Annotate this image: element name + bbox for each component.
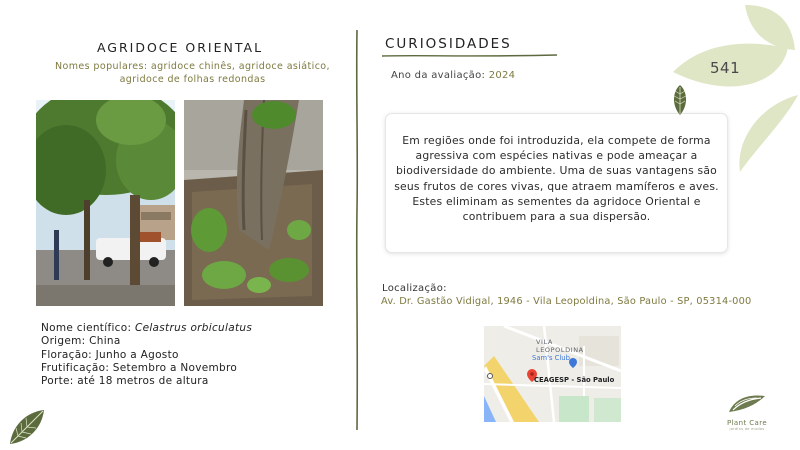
plant-care-logo-icon (727, 392, 767, 414)
evaluation-year (391, 70, 515, 81)
size-line: Porte: até 18 metros de altura (41, 375, 209, 388)
fruiting-line: Frutificação: Setembro a Novembro (41, 361, 238, 374)
leaf-icon (670, 84, 690, 116)
year-value: 2024 (488, 70, 516, 81)
plant-care-logo (718, 392, 776, 431)
scientific-name-label: Nome científico: (41, 322, 132, 334)
location-map[interactable] (484, 326, 621, 422)
scientific-name-line (41, 322, 252, 335)
popular-names: Nomes populares: agridoce chinês, agridoce asiático, agridoce de folhas redondas (55, 61, 330, 85)
origin-line: Origem: China (41, 335, 121, 348)
leaf-icon (8, 408, 46, 446)
tree-trunk-photo (184, 100, 323, 306)
curiosity-text: Em regiões onde foi introduzida, ela compete de forma agressiva com espécies nativas e pode ameaçar a biodiversidade do ambiente. Uma de suas vantagens são seus frutos de cores vivas, que atraem mamíferos e aves. Estes eliminam as sementes da agridoce Oriental e contribuem para a sua dispersão. (394, 134, 719, 224)
heading-underline (382, 52, 562, 60)
tree-street-photo (36, 100, 175, 306)
badge-number: 541 (710, 59, 741, 77)
logo-name: Plant Care (726, 419, 768, 427)
location-address: Av. Dr. Gastão Vidigal, 1946 - Vila Leopoldina, São Paulo - SP, 05314-000 (381, 296, 752, 307)
location-label: Localização: (382, 283, 447, 294)
map-poi-label: Sam's Club (532, 354, 570, 362)
map-marker-label: CEAGESP - São Paulo (534, 376, 615, 384)
vertical-divider (352, 30, 362, 430)
plant-title: AGRIDOCE ORIENTAL (96, 40, 264, 55)
curiosities-heading: CURIOSIDADES (385, 36, 512, 52)
logo-tagline: jardins de mudas (729, 427, 765, 431)
year-label: Ano da avaliação: (391, 70, 486, 81)
plant-facts (41, 322, 252, 388)
map-district-label: VILA LEOPOLDINA (536, 338, 584, 354)
flowering-line: Floração: Junho a Agosto (41, 348, 179, 361)
scientific-name: Celastrus orbiculatus (134, 322, 253, 334)
